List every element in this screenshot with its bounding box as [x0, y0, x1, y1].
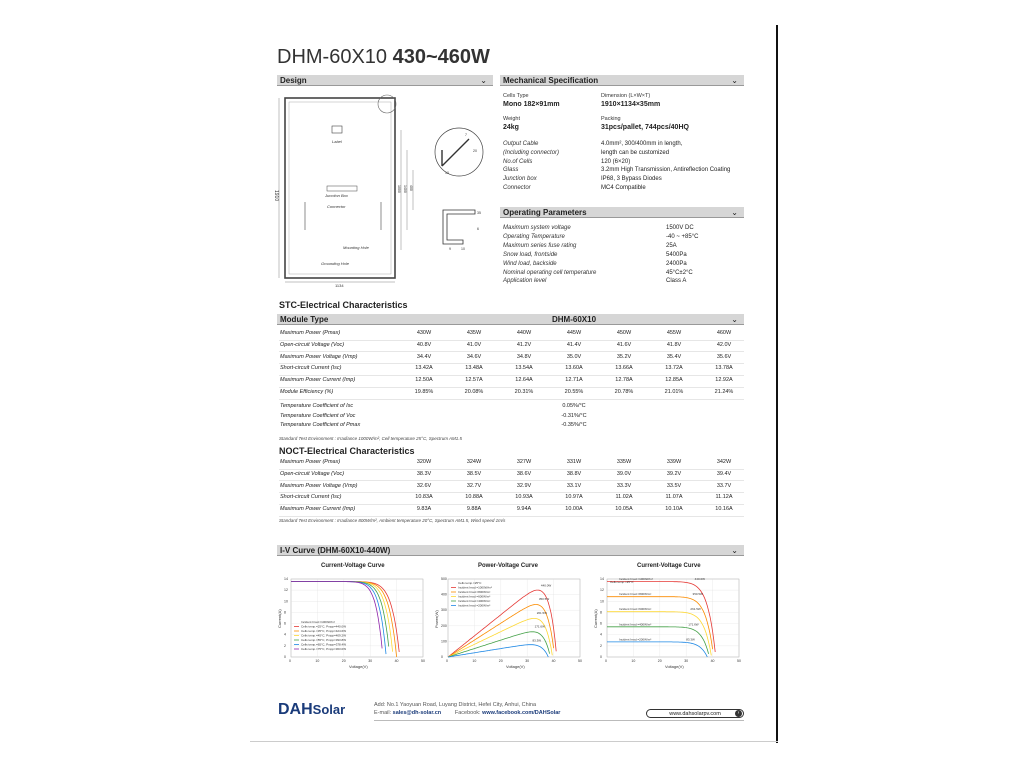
op-value: 1500V DC	[666, 225, 694, 231]
chevron-down-icon[interactable]: ⌄	[480, 76, 487, 85]
legend-entry: Incident Irrad.=400W/m²	[458, 599, 491, 603]
x-tick-label: 30	[684, 659, 689, 663]
y-axis-label: Current(A)	[277, 609, 282, 628]
op-value: 25A	[666, 242, 677, 249]
drawing-grounding-hole: Grounding Hole	[321, 261, 350, 266]
table-cell: 39.2V	[666, 470, 682, 477]
drawing-width: 1134	[335, 283, 344, 288]
chevron-down-icon[interactable]: ⌄	[731, 546, 738, 555]
page-bottom-line	[250, 741, 778, 742]
table-row	[279, 387, 744, 400]
chart-plot	[434, 571, 588, 676]
legend-entry: Cells temp.=25°C	[610, 580, 634, 584]
y-tick-label: 8	[284, 610, 286, 615]
table-cell: 11.12A	[715, 494, 733, 501]
drawing-label: Label	[332, 139, 342, 144]
table-cell: 335W	[616, 459, 632, 465]
x-tick-label: 50	[737, 659, 741, 663]
table-cell: 41.4V	[566, 341, 582, 348]
table-cell: 41.6V	[616, 341, 632, 348]
table-cell: 20.08%	[464, 389, 484, 395]
y-tick-label: 0	[600, 655, 602, 659]
table-row	[279, 492, 744, 505]
table-row	[279, 504, 744, 517]
chart-title: Current-Voltage Curve	[637, 563, 701, 569]
op-value: -40 ~ +85°C	[666, 233, 699, 240]
coef-value: 0.05%/°C	[562, 403, 586, 409]
x-axis-label: Voltage(V)	[349, 664, 368, 669]
module-drawing	[273, 90, 493, 290]
x-tick-label: 30	[368, 659, 373, 663]
frame-dim-a: 35	[477, 211, 481, 215]
cells-type-label: Cells Type	[503, 93, 529, 99]
mech-value: MC4 Compatible	[601, 185, 646, 191]
table-cell: 34.4V	[416, 353, 432, 360]
coef-row	[279, 421, 744, 431]
table-cell: 324W	[466, 459, 482, 465]
x-axis-label: Voltage(V)	[665, 664, 684, 669]
x-tick-label: 20	[341, 659, 346, 663]
x-tick-label: 40	[551, 659, 556, 663]
op-key: Wind load, backside	[503, 260, 557, 267]
drawing-connector: Connector	[327, 204, 346, 209]
mech-value: 4.0mm², 300/400mm in length,	[601, 141, 683, 147]
op-value: Class A	[666, 278, 687, 285]
table-cell: 41.0V	[466, 341, 482, 348]
facebook-link[interactable]: www.facebook.com/DAHSolar	[482, 710, 561, 716]
table-cell: 430W	[416, 330, 432, 336]
peak-label: 171.6W	[534, 624, 545, 629]
table-cell: 12.71A	[565, 377, 583, 384]
coef-value: -0.31%/°C	[561, 412, 587, 419]
packing-label: Packing	[601, 116, 621, 122]
y-tick-label: 0	[441, 655, 443, 659]
chart-title: Current-Voltage Curve	[321, 563, 385, 569]
x-tick-label: 50	[578, 659, 582, 663]
row-label: Maximum Power (Pmax)	[280, 330, 341, 336]
peak-label: 261.5W	[536, 610, 548, 615]
chart-title: Power-Voltage Curve	[478, 563, 538, 569]
y-tick-label: 200	[441, 623, 447, 628]
y-tick-label: 100	[441, 639, 447, 644]
noct-heading: NOCT-Electrical Characteristics	[279, 446, 415, 456]
peak-label: 440.0W	[694, 577, 705, 582]
table-cell: 320W	[416, 459, 432, 465]
corner-dim-c: 10	[445, 171, 449, 175]
peak-label: 440.0W	[540, 583, 552, 588]
table-cell: 11.02A	[615, 494, 633, 501]
table-cell: 12.64A	[515, 377, 533, 384]
weight-label: Weight	[503, 116, 521, 122]
row-label: Maximum Power Current (Imp)	[280, 506, 356, 513]
frame-dim-c: 9	[449, 247, 451, 251]
table-cell: 20.55%	[564, 389, 584, 395]
table-cell: 35.6V	[716, 353, 732, 360]
iv-chart	[434, 563, 588, 673]
legend-entry: Cells temp.=25°C, Pmpp=440.0W	[301, 624, 347, 629]
x-tick-label: 0	[446, 659, 448, 663]
website-pill[interactable]: www.dahsolarpv.com ›	[646, 709, 744, 718]
curve-label: Incident Irrad.=400W/m²	[619, 622, 652, 627]
y-tick-label: 8	[600, 610, 602, 615]
table-row	[279, 375, 744, 388]
y-tick-label: 300	[441, 608, 447, 613]
mech-key: Connector	[503, 185, 531, 191]
op-value: 2400Pa	[666, 260, 687, 267]
row-label: Short-circuit Current (Isc)	[280, 494, 342, 501]
y-tick-label: 2	[284, 643, 286, 648]
drawing-dim-1400: 1400	[403, 185, 407, 193]
design-bar[interactable]: Design ⌄	[277, 75, 493, 86]
table-cell: 450W	[616, 330, 632, 336]
peak-label: 350.5W	[538, 597, 550, 602]
table-row	[279, 469, 744, 482]
operating-bar[interactable]: Operating Parameters ⌄	[500, 207, 744, 218]
y-tick-label: 12	[284, 588, 288, 593]
stc-heading: STC-Electrical Characteristics	[279, 300, 408, 310]
table-cell: 21.01%	[664, 389, 684, 395]
iv-curve	[607, 642, 707, 657]
mech-key: Glass	[503, 167, 519, 174]
row-label: Short-circuit Current (Isc)	[280, 365, 342, 372]
table-cell: 20.78%	[614, 389, 634, 395]
table-cell: 40.8V	[416, 341, 432, 348]
x-tick-label: 10	[472, 659, 477, 663]
table-cell: 12.78A	[615, 377, 633, 384]
row-label: Open-circuit Voltage (Voc)	[280, 470, 345, 477]
table-cell: 13.72A	[665, 365, 683, 372]
frame-dim-d: 10	[461, 247, 465, 251]
table-row	[279, 340, 744, 353]
corner-dim-a: 7	[465, 133, 467, 137]
table-row	[279, 363, 744, 376]
op-key: Maximum system voltage	[503, 225, 571, 231]
row-label: Maximum Power Voltage (Vmp)	[280, 353, 358, 360]
legend-entry: Cells temp.=25°C	[458, 581, 482, 585]
page-title: DHM-60X10 430~460W	[277, 46, 490, 68]
y-axis-label: Current(A)	[593, 609, 598, 628]
legend-entry: Cells temp.=35°C, Pmpp=424.6W	[301, 629, 347, 633]
drawing-junction-box: Junction Box	[325, 193, 348, 198]
curve-label: Incident Irrad.=1000W/m²	[619, 577, 653, 582]
legend-entry: Incident Irrad.=200W/m²	[458, 603, 491, 608]
x-tick-label: 40	[394, 659, 399, 663]
table-cell: 35.0V	[566, 353, 582, 360]
peak-label: 350.5W	[692, 592, 703, 597]
chart-plot	[277, 571, 431, 676]
table-cell: 42.0V	[716, 341, 732, 348]
chevron-down-icon[interactable]: ⌄	[731, 315, 738, 324]
table-cell: 10.00A	[565, 506, 583, 513]
table-cell: 35.2V	[616, 353, 632, 360]
y-tick-label: 4	[600, 632, 602, 637]
drawing-dim-1000: 1000	[397, 185, 401, 193]
noct-note: Standard Test Environment : Irradiance 800W/m², Ambient temperature 20°C, Spectrum AM1.5, Wind speed 1m/s	[279, 518, 506, 523]
row-label: Maximum Power (Pmax)	[280, 459, 341, 465]
table-cell: 19.85%	[414, 389, 434, 395]
legend-entry: Incident Irrad.=1000W/m²	[458, 585, 492, 590]
table-cell: 12.50A	[415, 377, 433, 384]
mech-value: IP68, 3 Bypass Diodes	[601, 176, 662, 183]
table-cell: 11.07A	[665, 494, 683, 501]
table-cell: 327W	[516, 459, 532, 465]
mech-key: Output Cable	[503, 141, 539, 147]
table-cell: 32.6V	[416, 482, 432, 489]
table-cell: 460W	[716, 330, 732, 336]
table-cell: 39.4V	[716, 470, 732, 477]
table-cell: 13.42A	[415, 365, 433, 372]
x-tick-label: 30	[525, 659, 530, 663]
iv-curve	[607, 612, 711, 656]
arrow-right-icon: ›	[735, 710, 742, 717]
curve-label: Incident Irrad.=600W/m²	[619, 607, 652, 612]
frame-dim-b: 6	[477, 227, 479, 231]
x-tick-label: 40	[710, 659, 715, 663]
table-cell: 34.8V	[516, 353, 532, 360]
op-value: 5400Pa	[666, 251, 687, 258]
table-cell: 10.97A	[565, 494, 583, 501]
drawing-mounting-hole: Mounting Hole	[343, 245, 369, 250]
table-cell: 9.88A	[466, 506, 482, 513]
table-row	[279, 328, 744, 341]
x-tick-label: 0	[289, 659, 291, 663]
table-cell: 32.7V	[466, 482, 482, 489]
coef-label: Temperature Coefficient of Voc	[280, 412, 356, 419]
row-label: Module Efficiency (%)	[280, 389, 334, 395]
chart-plot	[593, 571, 747, 676]
table-cell: 38.3V	[416, 470, 432, 477]
drawing-dim-400: 400	[409, 185, 413, 191]
curve-label: Incident Irrad.=800W/m²	[619, 592, 652, 597]
y-tick-label: 6	[284, 621, 286, 626]
coef-row	[279, 412, 744, 422]
x-tick-label: 20	[657, 659, 662, 663]
chevron-down-icon[interactable]: ⌄	[731, 208, 738, 217]
table-cell: 13.54A	[515, 365, 533, 372]
table-cell: 331W	[566, 459, 582, 465]
x-tick-label: 10	[631, 659, 636, 663]
y-tick-label: 4	[284, 632, 286, 637]
x-tick-label: 20	[498, 659, 503, 663]
table-row	[279, 457, 744, 470]
footer-contacts: E-mail: sales@dh-solar.cn Facebook: www.facebook.com/DAHSolar	[374, 710, 561, 716]
mech-value: 3.2mm High Transmission, Antireflection Coating	[601, 167, 731, 174]
table-cell: 38.8V	[566, 470, 582, 477]
x-tick-label: 10	[315, 659, 320, 663]
iv-chart	[593, 563, 747, 673]
op-key: Maximum series fuse rating	[503, 242, 577, 249]
table-cell: 10.93A	[515, 494, 533, 501]
coef-row	[279, 402, 744, 412]
mech-key: No.of Cells	[503, 158, 533, 165]
stc-note: Standard Test Environment : Irradiance 1000W/m², Cell temperature 25°C, Spectrum AM1.5	[279, 436, 463, 441]
table-cell: 342W	[716, 459, 732, 465]
x-tick-label: 0	[605, 659, 607, 663]
table-cell: 20.31%	[514, 389, 534, 395]
weight-value: 24kg	[503, 124, 519, 131]
email-link[interactable]: sales@dh-solar.cn	[392, 710, 442, 716]
table-cell: 35.4V	[666, 353, 682, 360]
page-edge-line	[776, 25, 778, 743]
table-cell: 41.8V	[666, 341, 682, 348]
legend-entry: Cells temp.=65°C, Pmpp=378.4W	[301, 642, 347, 647]
y-tick-label: 6	[600, 621, 602, 626]
company-logo: DAHSolar	[278, 701, 346, 718]
op-value: 45°C±2°C	[666, 269, 693, 276]
op-key: Application level	[503, 278, 547, 285]
peak-label: 83.3W	[686, 637, 695, 642]
table-cell: 39.0V	[616, 470, 632, 477]
op-key: Snow load, frontside	[503, 251, 558, 258]
y-tick-label: 10	[600, 599, 604, 604]
table-cell: 9.94A	[516, 506, 532, 513]
table-row	[279, 352, 744, 365]
iv-chart	[277, 563, 431, 673]
table-cell: 33.5V	[666, 482, 682, 489]
table-cell: 12.92A	[715, 377, 733, 384]
y-tick-label: 14	[284, 577, 288, 581]
module-type-bar[interactable]: Module Type DHM-60X10 ⌄	[277, 314, 744, 325]
table-cell: 33.1V	[566, 482, 582, 489]
table-cell: 41.2V	[516, 341, 532, 348]
table-cell: 21.24%	[714, 389, 734, 395]
y-tick-label: 500	[441, 577, 447, 581]
table-cell: 13.48A	[465, 365, 483, 372]
table-cell: 440W	[516, 330, 532, 336]
legend-entry: Cells temp.=75°C, Pmpp=363.0W	[301, 647, 347, 651]
table-cell: 33.7V	[716, 482, 732, 489]
y-tick-label: 0	[284, 655, 286, 659]
curve-label: Incident Irrad.=200W/m²	[619, 637, 652, 642]
table-cell: 10.05A	[615, 506, 633, 513]
x-axis-label: Voltage(V)	[506, 664, 525, 669]
table-row	[279, 481, 744, 494]
legend-entry: Incident Irrad.=600W/m²	[458, 594, 491, 599]
table-cell: 34.6V	[466, 353, 482, 360]
y-tick-label: 14	[600, 577, 604, 581]
table-cell: 339W	[666, 459, 682, 465]
table-cell: 12.57A	[465, 377, 483, 384]
cells-type-value: Mono 182×91mm	[503, 101, 560, 108]
packing-value: 31pcs/pallet, 744pcs/40HQ	[601, 124, 689, 131]
table-cell: 12.85A	[665, 377, 683, 384]
table-cell: 38.6V	[516, 470, 532, 477]
table-cell: 38.5V	[466, 470, 482, 477]
y-tick-label: 400	[441, 592, 447, 597]
op-key: Operating Temperature	[503, 233, 565, 240]
legend-entry: Cells temp.=45°C, Pmpp=409.2W	[301, 633, 347, 638]
pv-curve	[448, 645, 548, 657]
legend-entry: Incident Irrad.=800W/m²	[458, 590, 491, 594]
dimension-value: 1910×1134×35mm	[601, 101, 661, 108]
peak-label: 83.3W	[532, 638, 542, 643]
row-label: Maximum Power Current (Imp)	[280, 377, 356, 384]
table-cell: 10.83A	[415, 494, 433, 501]
drawing-height: 1910	[273, 190, 279, 202]
mech-key: Junction box	[503, 176, 537, 183]
chevron-down-icon[interactable]: ⌄	[731, 76, 738, 85]
table-cell: 33.3V	[616, 482, 632, 489]
y-tick-label: 2	[600, 643, 602, 648]
coef-value: -0.35%/°C	[561, 422, 587, 428]
footer-divider	[374, 720, 744, 721]
mech-value: length can be customized	[601, 149, 670, 156]
mech-value: 120 (6×20)	[601, 158, 631, 165]
op-key: Nominal operating cell temperature	[503, 269, 597, 276]
table-cell: 10.10A	[665, 506, 683, 513]
row-label: Open-circuit Voltage (Voc)	[280, 341, 345, 348]
table-cell: 10.88A	[465, 494, 483, 501]
table-cell: 9.83A	[416, 506, 432, 513]
table-cell: 445W	[566, 330, 582, 336]
coef-label: Temperature Coefficient of Isc	[280, 403, 354, 409]
y-axis-label: Power(W)	[434, 610, 439, 628]
peak-label: 171.6W	[688, 622, 699, 627]
plot-frame	[607, 579, 739, 657]
corner-dim-b: 20	[473, 149, 477, 153]
mech-key: (Including connector)	[503, 149, 560, 156]
iv-curve-bar[interactable]: I-V Curve (DHM-60X10-440W) ⌄	[277, 545, 744, 556]
mechanical-bar[interactable]: Mechanical Specification ⌄	[500, 75, 744, 86]
table-cell: 32.9V	[516, 482, 532, 489]
table-cell: 10.16A	[715, 506, 733, 513]
table-cell: 13.66A	[615, 365, 633, 372]
table-cell: 13.60A	[565, 365, 583, 372]
y-tick-label: 12	[600, 588, 604, 593]
dimension-label: Dimension (L×W×T)	[601, 93, 651, 99]
peak-label: 261.5W	[690, 607, 701, 612]
y-tick-label: 10	[284, 599, 288, 604]
legend-entry: Cells temp.=55°C, Pmpp=393.8W	[301, 638, 347, 642]
footer-address: Add: No.1 Yaoyuan Road, Luyang District, Hefei City, Anhui, China	[374, 702, 537, 708]
coef-label: Temperature Coefficient of Pmax	[280, 422, 361, 428]
table-cell: 435W	[466, 330, 482, 336]
table-cell: 13.78A	[715, 365, 733, 372]
legend-entry: Incident Irrad.=1000W/m²	[301, 620, 335, 624]
x-tick-label: 50	[421, 659, 425, 663]
table-cell: 455W	[666, 330, 682, 336]
row-label: Maximum Power Voltage (Vmp)	[280, 482, 358, 489]
